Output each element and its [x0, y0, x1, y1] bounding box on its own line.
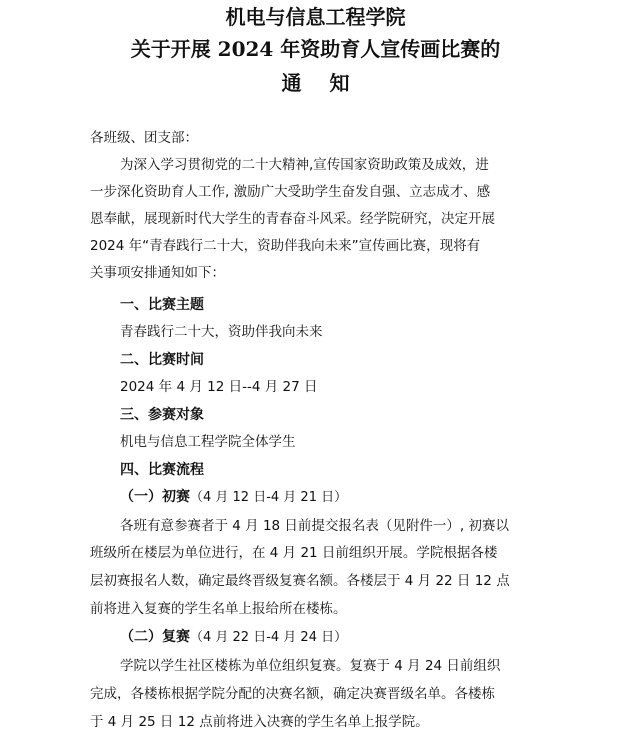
prelim-line: 班级所在楼层为单位进行，在 4 月 21 日前组织开展。学院根据各楼: [90, 545, 498, 561]
section-heading-time: 二、比赛时间: [120, 352, 204, 368]
prelim-line: 前将进入复赛的学生名单上报给所在楼栋。: [90, 601, 347, 617]
semifinal-line: 于 4 月 25 日 12 点前将进入决赛的学生名单上报学院。: [90, 714, 429, 730]
title-line-1: 机电与信息工程学院: [225, 5, 406, 29]
prelim-heading: [120, 487, 347, 508]
section-heading-theme: 一、比赛主题: [120, 297, 204, 313]
section-content-time: 2024 年 4 月 12 日--4 月 27 日: [120, 379, 318, 395]
intro-line: 关事项安排通知如下：: [90, 265, 225, 281]
section-heading-target: 三、参赛对象: [120, 407, 204, 423]
semifinal-label: （二）复赛: [120, 629, 190, 645]
prelim-line: 层初赛报名人数，确定最终晋级复赛名额。各楼层于 4 月 22 日 12 点: [90, 573, 510, 589]
semifinal-dates: （4 月 22 日-4 月 24 日）: [190, 630, 348, 645]
semifinal-line: 完成，各楼栋根据学院分配的决赛名额，确定决赛晋级名单。各楼栋: [90, 686, 495, 702]
semifinal-heading: [120, 627, 347, 648]
section-heading-process: 四、比赛流程: [120, 462, 204, 478]
title-line-3: 通知: [281, 71, 378, 95]
intro-line: 2024 年“青春践行二十大，资助伴我向未来”宣传画比赛，现将有: [90, 238, 481, 254]
semifinal-line: 学院以学生社区楼栋为单位组织复赛。复赛于 4 月 24 日前组织: [120, 658, 501, 674]
prelim-dates: （4 月 12 日-4 月 21 日）: [190, 490, 348, 505]
section-content-theme: 青春践行二十大，资助伴我向未来: [120, 324, 323, 340]
section-content-target: 机电与信息工程学院全体学生: [120, 434, 296, 450]
intro-line: 恩奉献，展现新时代大学生的青春奋斗风采。经学院研究，决定开展: [90, 211, 495, 227]
prelim-line: 各班有意参赛者于 4 月 18 日前提交报名表（见附件一）, 初赛以: [120, 518, 510, 534]
intro-line: 为深入学习贯彻党的二十大精神,宣传国家资助政策及成效，进: [120, 157, 489, 173]
intro-line: 一步深化资助育人工作, 激励广大受助学生奋发自强、立志成才、感: [90, 184, 491, 200]
title-line-2: 关于开展 2024 年资助育人宣传画比赛的: [130, 37, 501, 61]
prelim-label: （一）初赛: [120, 489, 190, 505]
salutation: 各班级、团支部：: [90, 130, 198, 146]
